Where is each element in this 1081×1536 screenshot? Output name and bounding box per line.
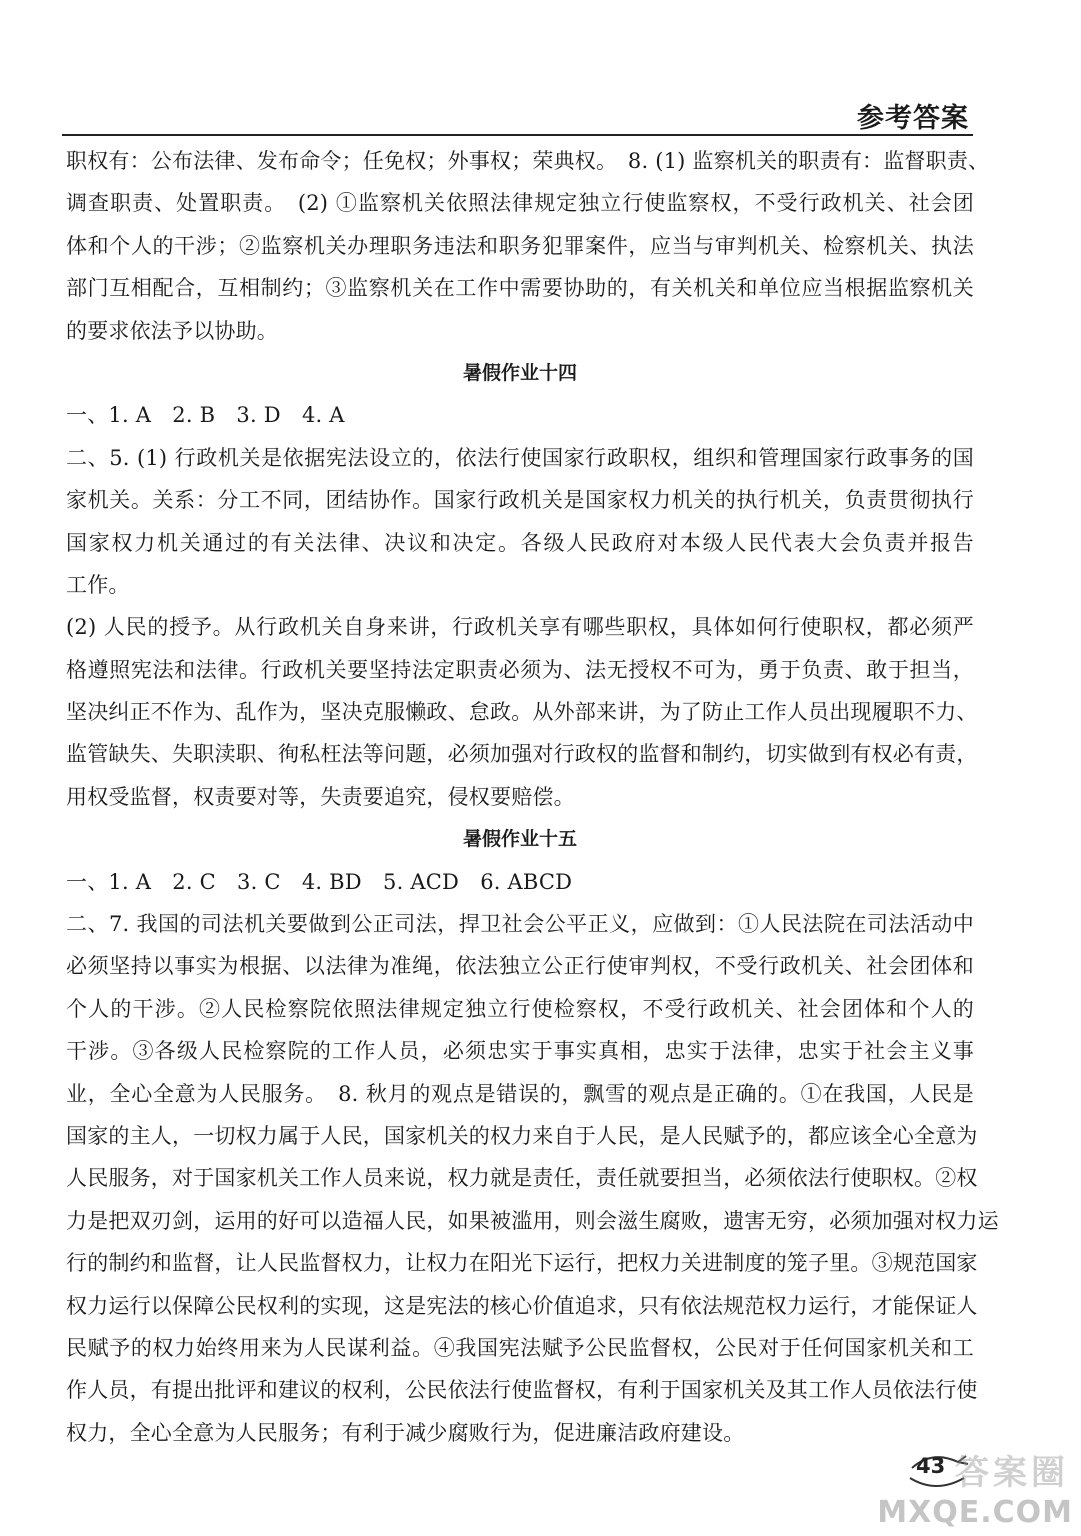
answer-line: 人民服务，对于国家机关工作人员来说，权力就是责任，责任就要担当，必须依法行使职权。②权	[66, 1166, 978, 1191]
answer-line: 部门互相配合，互相制约；③监察机关在工作中需要协助的，有关机关和单位应当根据监察机关	[66, 276, 974, 301]
answer-line: 一、1. A 2. B 3. D 4. A	[66, 403, 345, 428]
answer-line: 二、5. (1) 行政机关是依据宪法设立的，依法行使国家行政职权，组织和管理国家行政事务的国	[66, 445, 974, 470]
header-divider	[62, 134, 973, 136]
answer-line: 权力运行以保障公民权利的实现，这是宪法的核心价值追求，只有依法规范权力运行，才能保证人	[66, 1293, 978, 1318]
answer-line: (2) 人民的授予。从行政机关自身来讲，行政机关享有哪些职权，具体如何行使职权，都必须严	[66, 615, 974, 640]
watermark-logo: 答案圈	[955, 1453, 1069, 1493]
answer-line: 监管缺失、失职渎职、徇私枉法等问题，必须加强对行政权的监督和制约，切实做到有权必有责，	[66, 742, 978, 767]
watermark-url: MXQE.COM	[877, 1495, 1073, 1530]
answer-line: 一、1. A 2. C 3. C 4. BD 5. ACD 6. ABCD	[66, 869, 573, 894]
answer-line: 必须坚持以事实为根据、以法律为准绳，依法独立公正行使审判权，不受行政机关、社会团体和	[66, 954, 974, 979]
answer-line: 二、7. 我国的司法机关要做到公正司法，捍卫社会公平正义，应做到：①人民法院在司法活动中	[66, 912, 974, 937]
section-heading: 暑假作业十五	[462, 828, 577, 851]
answer-line: 格遵照宪法和法律。行政机关要坚持法定职责必须为、法无授权不可为，勇于负责、敢于担当，	[66, 657, 974, 682]
answer-line: 行的制约和监督，让人民监督权力，让权力在阳光下运行，把权力关进制度的笼子里。③规范国家	[66, 1251, 978, 1276]
answer-line: 业，全心全意为人民服务。 8. 秋月的观点是错误的，飘雪的观点是正确的。①在我国，人民是	[66, 1081, 974, 1106]
answer-line: 民赋予的权力始终用来为人民谋利益。④我国宪法赋予公民监督权，公民对于任何国家机关和工	[66, 1335, 974, 1360]
answer-line: 调查职责、处置职责。 (2) ①监察机关依照法律规定独立行使监察权，不受行政机关、社会团	[66, 191, 974, 216]
answer-line: 体和个人的干涉；②监察机关办理职务违法和职务犯罪案件，应当与审判机关、检察机关、执法	[66, 233, 974, 258]
answer-line: 家机关。关系：分工不同，团结协作。国家行政机关是国家权力机关的执行机关，负责贯彻执行	[66, 488, 974, 513]
answer-line: 职权有：公布法律、发布命令；任免权；外事权；荣典权。 8. (1) 监察机关的职责有：监督职责、	[66, 149, 990, 173]
page-number: 43	[916, 1454, 946, 1478]
page-header-title: 参考答案	[857, 103, 969, 134]
answer-line: 用权受监督，权责要对等，失责要追究，侵权要赔偿。	[66, 784, 575, 809]
answer-content	[66, 140, 999, 1454]
answer-line: 国家权力机关通过的有关法律、决议和决定。各级人民政府对本级人民代表大会负责并报告	[66, 530, 974, 555]
answer-line: 工作。	[66, 572, 130, 597]
answer-line: 坚决纠正不作为、乱作为，坚决克服懒政、怠政。从外部来讲，为了防止工作人员出现履职不力、	[66, 700, 978, 725]
answer-line: 的要求依法予以协助。	[66, 318, 278, 343]
answer-line: 个人的干涉。②人民检察院依照法律规定独立行使检察权，不受行政机关、社会团体和个人的	[66, 996, 974, 1021]
answer-line: 国家的主人，一切权力属于人民，国家机关的权力来自于人民，是人民赋予的，都应该全心全意为	[66, 1123, 978, 1148]
answer-line: 作人员，有提出批评和建议的权利，公民依法行使监督权，有利于国家机关及其工作人员依法行使	[66, 1378, 978, 1403]
answer-line: 力是把双刃剑，运用的好可以造福人民，如果被滥用，则会滋生腐败，遗害无穷，必须加强对权力运	[66, 1208, 999, 1233]
section-heading: 暑假作业十四	[462, 361, 577, 384]
answer-line: 干涉。③各级人民检察院的工作人员，必须忠实于事实真相，忠实于法律，忠实于社会主义事	[66, 1039, 974, 1064]
answer-line: 权力，全心全意为人民服务；有利于减少腐败行为，促进廉洁政府建设。	[66, 1420, 745, 1445]
